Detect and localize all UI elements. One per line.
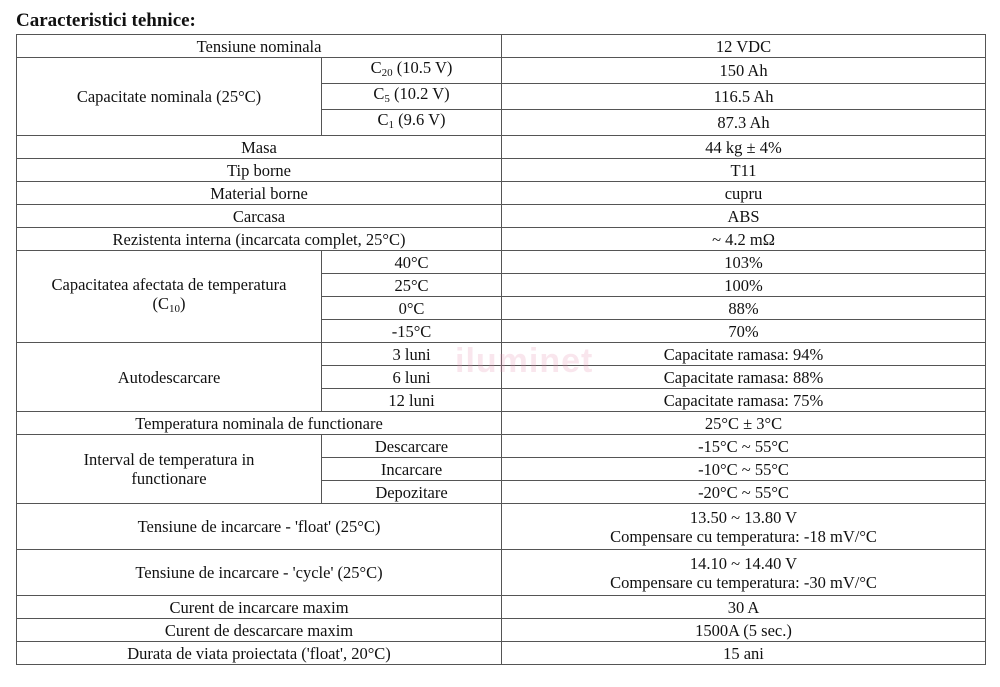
row-label: Capacitatea afectata de temperatura $(C_{10})$ xyxy=(17,251,322,343)
row-label: Carcasa xyxy=(17,205,502,228)
row-label: Tensiune nominala xyxy=(17,35,502,58)
row-value: 87.3 Ah xyxy=(502,110,986,136)
row-label: Masa xyxy=(17,136,502,159)
table-row xyxy=(17,619,986,642)
row-condition: Descarcare xyxy=(322,435,502,458)
table-row xyxy=(17,205,986,228)
row-condition: 0°C xyxy=(322,297,502,320)
row-label: Interval de temperatura in functionare xyxy=(17,435,322,504)
row-condition: 40°C xyxy=(322,251,502,274)
table-row xyxy=(17,35,986,58)
row-value: 70% xyxy=(502,320,986,343)
row-value: T11 xyxy=(502,159,986,182)
row-value: 116.5 Ah xyxy=(502,84,986,110)
row-label: Tensiune de incarcare - 'float' (25°C) xyxy=(17,504,502,550)
row-condition: 3 luni xyxy=(322,343,502,366)
row-value: Capacitate ramasa: 94% xyxy=(502,343,986,366)
row-condition: -15°C xyxy=(322,320,502,343)
table-row xyxy=(17,228,986,251)
row-label: Rezistenta interna (incarcata complet, 25°C) xyxy=(17,228,502,251)
row-label: Capacitate nominala (25°C) xyxy=(17,58,322,136)
row-label: Autodescarcare xyxy=(17,343,322,412)
table-row xyxy=(17,435,986,458)
row-condition: Incarcare xyxy=(322,458,502,481)
table-row xyxy=(17,136,986,159)
row-value: 14.10 ~ 14.40 V Compensare cu temperatura: -30 mV/°C xyxy=(502,550,986,596)
row-condition: 25°C xyxy=(322,274,502,297)
row-value: 44 kg ± 4% xyxy=(502,136,986,159)
table-row xyxy=(17,343,986,366)
table-row xyxy=(17,182,986,205)
row-value: -15°C ~ 55°C xyxy=(502,435,986,458)
table-row xyxy=(17,504,986,550)
row-condition: Depozitare xyxy=(322,481,502,504)
row-label: Durata de viata proiectata ('float', 20°C) xyxy=(17,642,502,665)
row-condition: $C_{20}$ (10.5 V) xyxy=(322,58,502,84)
row-condition: 6 luni xyxy=(322,366,502,389)
row-value: 13.50 ~ 13.80 V Compensare cu temperatura: -18 mV/°C xyxy=(502,504,986,550)
table-row xyxy=(17,642,986,665)
table-row xyxy=(17,550,986,596)
row-label: Curent de descarcare maxim xyxy=(17,619,502,642)
table-row xyxy=(17,412,986,435)
row-value: ~ 4.2 mΩ xyxy=(502,228,986,251)
table-row xyxy=(17,58,986,84)
row-value: -10°C ~ 55°C xyxy=(502,458,986,481)
row-value: -20°C ~ 55°C xyxy=(502,481,986,504)
page-title: Caracteristici tehnice: xyxy=(16,10,196,31)
row-value: 12 VDC xyxy=(502,35,986,58)
row-label: Tensiune de incarcare - 'cycle' (25°C) xyxy=(17,550,502,596)
row-condition: $C_5$ (10.2 V) xyxy=(322,84,502,110)
row-label: Curent de incarcare maxim xyxy=(17,596,502,619)
table-row xyxy=(17,251,986,274)
row-value: 150 Ah xyxy=(502,58,986,84)
row-value: 15 ani xyxy=(502,642,986,665)
row-value: 100% xyxy=(502,274,986,297)
row-value: Capacitate ramasa: 75% xyxy=(502,389,986,412)
row-condition: 12 luni xyxy=(322,389,502,412)
row-value: cupru xyxy=(502,182,986,205)
watermark-logo: iluminet xyxy=(455,342,594,380)
spec-table xyxy=(16,34,986,665)
row-label: Temperatura nominala de functionare xyxy=(17,412,502,435)
row-value: ABS xyxy=(502,205,986,228)
row-condition: $C_1$ (9.6 V) xyxy=(322,110,502,136)
row-value: Capacitate ramasa: 88% xyxy=(502,366,986,389)
row-value: 103% xyxy=(502,251,986,274)
row-label: Tip borne xyxy=(17,159,502,182)
table-row xyxy=(17,596,986,619)
table-row xyxy=(17,159,986,182)
row-value: 1500A (5 sec.) xyxy=(502,619,986,642)
row-value: 88% xyxy=(502,297,986,320)
row-value: 25°C ± 3°C xyxy=(502,412,986,435)
row-label: Material borne xyxy=(17,182,502,205)
row-value: 30 A xyxy=(502,596,986,619)
